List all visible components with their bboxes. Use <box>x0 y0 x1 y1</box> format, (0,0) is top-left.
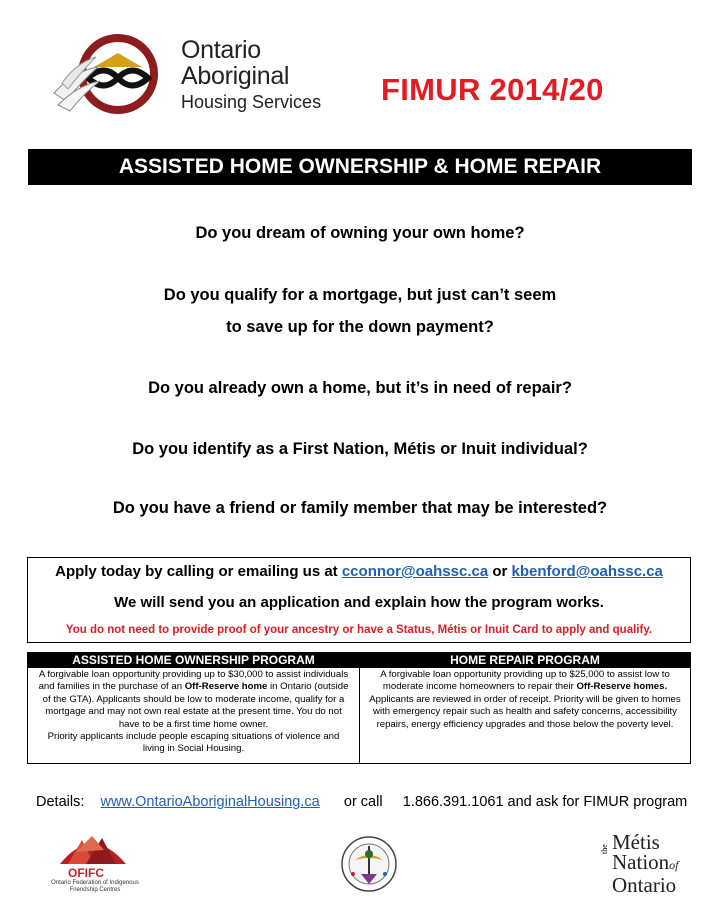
org-name-line3: Housing Services <box>181 92 322 112</box>
call-prefix: or call <box>343 794 383 810</box>
question-4: Do you identify as a First Nation, Métis or Inuit individual? <box>132 440 588 458</box>
apply-or: or <box>488 563 512 580</box>
metis-nation-logo <box>598 832 684 896</box>
email-link-kbenford[interactable]: kbenford@oahssc.ca <box>511 563 663 580</box>
question-1: Do you dream of owning your own home? <box>195 224 525 242</box>
metis-line2 <box>612 852 679 875</box>
org-name-line2: Aboriginal <box>181 62 290 90</box>
oahs-logo-icon <box>52 33 172 115</box>
ownership-program <box>28 653 360 763</box>
repair-program <box>360 653 690 763</box>
ancestry-note: You do not need to provide proof of your ancestry or have a Status, Métis or Inuit Card to apply and qualify. <box>65 624 653 636</box>
ownership-text-bold: Off-Reserve home <box>184 681 268 693</box>
email-link-cconnor[interactable]: cconnor@oahssc.ca <box>341 563 489 580</box>
question-5: Do you have a friend or family member that may be interested? <box>112 499 608 517</box>
apply-box <box>27 557 691 643</box>
repair-program-title: HOME REPAIR PROGRAM <box>360 653 690 668</box>
ownership-text-c: in Ontario (outside of the GTA). Applicants should be low to moderate income, qualify for a mortgage and may not own real estate at the present time. You do not have to be a first time home owner. <box>42 681 349 730</box>
repair-text-a: A forgivable loan opportunity providing up to $25,000 to assist low to moderate income homeowners to repair their <box>380 669 670 693</box>
organization-name <box>181 38 321 111</box>
metis-line3: Ontario <box>612 873 677 897</box>
metis-the: the <box>600 844 609 854</box>
page-title: ASSISTED HOME OWNERSHIP & HOME REPAIR <box>28 149 692 185</box>
metis-line1: Métis <box>612 830 660 854</box>
phone-text: 1.866.391.1061 and ask for FIMUR program <box>402 794 688 810</box>
website-link[interactable]: www.OntarioAboriginalHousing.ca <box>100 794 320 810</box>
question-3: Do you already own a home, but it’s in need of repair? <box>148 379 572 397</box>
ofifc-name: OFIFC <box>68 866 104 880</box>
repair-text-c: Applicants are reviewed in order of receipt. Priority will be given to homes with emergency repair such as health and safety concerns, accessibility repairs, energy efficiency upgrades and those below the poverty level. <box>369 693 681 730</box>
apply-line <box>28 563 690 580</box>
ofifc-full-name: Ontario Federation of Indigenous Friendship Centres <box>51 880 139 893</box>
application-info: We will send you an application and explain how the program works. <box>114 594 604 611</box>
metis-nation-word: Nation <box>612 850 670 874</box>
programs-table <box>27 652 691 764</box>
org-name-line1: Ontario <box>181 36 261 64</box>
question-2-line2: to save up for the down payment? <box>226 318 494 336</box>
repair-program-description <box>360 668 690 731</box>
ownership-program-description <box>28 668 359 756</box>
details-label: Details: <box>36 794 85 810</box>
native-women-association-logo-icon <box>333 834 405 894</box>
ownership-priority-text: Priority applicants include people escaping situations of violence and living in Social Housing. <box>47 731 340 755</box>
question-2-line1: Do you qualify for a mortgage, but just can’t seem <box>163 286 557 304</box>
ownership-program-title: ASSISTED HOME OWNERSHIP PROGRAM <box>28 653 359 668</box>
details-line <box>36 794 687 810</box>
apply-prefix: Apply today by calling or emailing us at <box>55 563 342 580</box>
ownership-text-a: A forgivable loan opportunity providing up to $30,000 to assist individuals and families in the purchase of an <box>38 669 349 693</box>
metis-nation-name <box>612 832 679 895</box>
repair-text-bold: Off-Reserve homes. <box>576 681 668 693</box>
metis-of: of <box>669 858 679 872</box>
program-code: FIMUR 2014/20 <box>381 72 604 107</box>
